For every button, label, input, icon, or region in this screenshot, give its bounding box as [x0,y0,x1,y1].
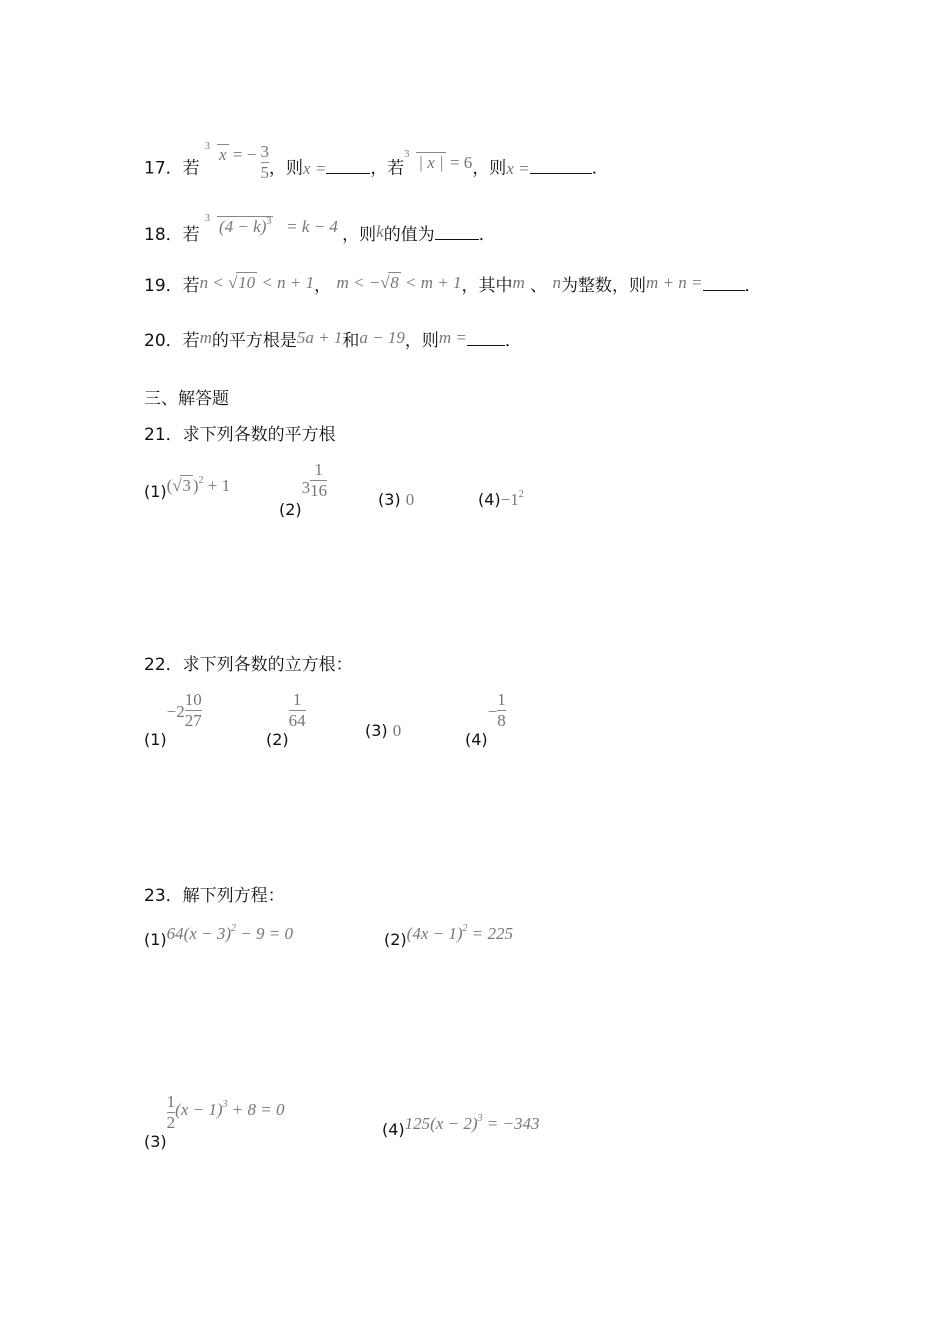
question-22-title: 22．求下列各数的立方根： [144,655,353,675]
q23-part1: $(1)64(x - 3)^2 - 9 = 0$ [144,923,293,949]
question-20 [144,330,522,352]
q20-m2: m = [438,328,467,347]
question-23-title: 23．解下列方程： [144,886,285,906]
q21-part1: (1)( √ 3 )$^2$ + 1 [144,475,231,501]
q20-number: 20． [144,331,183,351]
q20-sqrt-text: 的平方根是 [211,331,297,351]
q19-ineq2: m < − √ 8 < m + 1 [336,273,462,292]
q20-expr2: a − 19 [359,328,405,347]
q18-k: k [376,222,384,241]
q18-if: 若 [182,225,200,245]
q22-part1: (1)−2 $\frac{10}{27}$ [144,690,202,749]
q19-number: 19． [144,276,183,296]
q19-where: ，其中 [461,276,513,296]
q22-part4: (4)− $\frac{1}{8}$ [465,690,506,749]
q19-integers: 为整数，则 [561,276,647,296]
q18-value-of: 的值为 [383,225,435,245]
q17-fraction: $\frac{3}{5}$ [260,142,270,182]
q18-number: 18． [144,225,183,245]
q17-cube-root-x: 3 x = − [205,140,257,164]
q20-m: m [199,328,212,347]
question-19 [144,275,762,297]
q18-then: ，则 [342,225,377,245]
q19-comma: ， [314,276,332,296]
section-heading-answer-questions: 三、解答题 [144,389,229,409]
q21-part4: $(4)-1^2$ [478,489,524,509]
q17-x2: x = [506,158,530,178]
q20-expr1: 5a + 1 [296,328,343,347]
q19-blank[interactable] [703,276,745,291]
q17-number: 17． [144,158,183,179]
q17-if: 若 [182,158,200,179]
q17-x1: x = [303,158,327,178]
q19-period: ． [744,276,762,296]
q20-if: 若 [182,331,200,351]
q19-expr: m + n = [646,273,703,292]
q17-cube-root-absx: 3 | x | = 6 [404,148,473,172]
q20-and: 和 [342,331,360,351]
q17-then2: ，则 [472,158,507,179]
q22-part2: (2) $\frac{1}{64}$ [266,690,306,749]
q17-if2: ，若 [370,158,405,179]
q19-ineq1: n < √ 10 < n + 1 [199,273,315,292]
q23-part2: $(2)(4x - 1)^2 = 225$ [384,923,513,949]
q17-blank1[interactable] [326,159,370,174]
q22-part3: (3) 0 [365,721,402,740]
q17-blank2[interactable] [530,159,592,174]
q20-period: ． [504,331,522,351]
q20-then: ，则 [404,331,439,351]
q18-blank[interactable] [435,225,479,240]
q19-dun: 、 [530,276,548,296]
q20-blank[interactable] [467,331,505,346]
q21-part3: (3) 0 [378,490,415,509]
q21-part2: (2)3 $\frac{1}{16}$ [279,460,328,519]
q18-period: ． [478,225,496,245]
q23-part4: $(4)125(x - 2)^3 = -343$ [382,1113,540,1139]
q19-n: n [552,273,562,292]
q17-period: ． [591,158,609,179]
question-17 [144,140,609,189]
q23-part3: (3) $\frac{1}{2}$ $(x - 1)^3 + 8 = 0$ [144,1092,285,1151]
q19-m: m [512,273,525,292]
question-18 [144,213,496,249]
q17-then1: ，则 [269,158,304,179]
q18-cube-root-expr: 3 $(4 - k)^3$ = k − 4 [205,213,338,236]
q19-if: 若 [182,276,200,296]
question-21-title: 21．求下列各数的平方根 [144,425,336,445]
